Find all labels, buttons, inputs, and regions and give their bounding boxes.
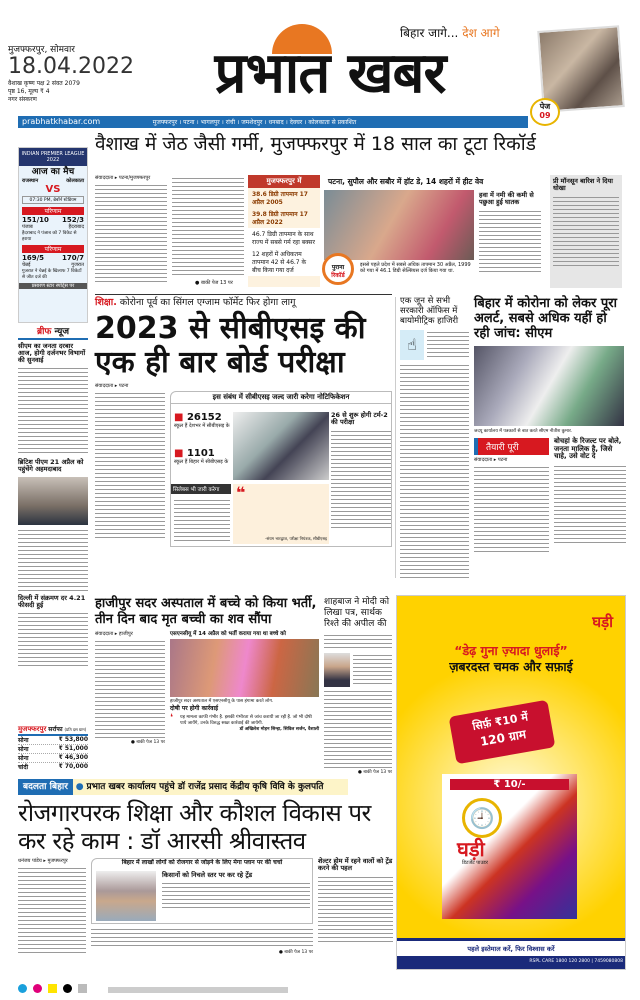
shelter-home-heading[interactable]: शेल्टर होम में रहने वालों को ट्रेंड करने की पहल (318, 857, 393, 873)
hajipur-headline[interactable]: हाजीपुर सदर अस्पताल में बच्चे को किया भर्ती, तीन दिन बाद मृत बच्ची का शव सौंपा (95, 596, 317, 627)
price: ₹ 53,800 (58, 735, 88, 743)
term2-body (331, 429, 391, 529)
badalta-body-2 (91, 927, 313, 949)
brief-item-body (18, 528, 88, 592)
side-heading: हवा में नमी की कमी से पछुआ हुई घातक (479, 191, 534, 207)
continued-link[interactable]: ● बाकी पेज 13 पर (357, 770, 392, 776)
price-tag (449, 700, 556, 765)
cbse-kicker (95, 294, 392, 308)
badalta-section (18, 800, 393, 955)
side-article (479, 192, 541, 273)
vc-box (91, 858, 313, 924)
website-link[interactable]: prabhatkhabar.com (22, 117, 101, 126)
team: हैदराबाद (68, 223, 84, 230)
vc-photo (96, 871, 156, 921)
vc-box-heading: बिहार में लाखों लोगों को रोजगार से जोड़ने के लिए मेगा प्लान पर की चर्चा (121, 859, 283, 867)
corona-section (474, 297, 626, 555)
cm-photo-caption: जदयू कार्यालय में पत्रकारों से बात करते सीएम नीतीश कुमार. (474, 428, 573, 434)
page-badge (530, 98, 560, 126)
pack-price: ₹ 10/- (450, 779, 569, 790)
team1: राजस्थान (22, 177, 39, 184)
metal: सोना (18, 754, 29, 762)
strap-text: प्रभात खबर कार्यालय पहुंचे डॉ राजेंद्र प्रसाद केंद्रीय कृषि विवि के कुलपति (86, 782, 324, 792)
biometric-headline[interactable]: एक जून से सभी सरकारी ऑफिस में बायोमीट्रिक हाजिरी (400, 296, 459, 326)
side-body (479, 209, 541, 273)
box-item: 38.6 डिग्री तापमान 17 अप्रैल 2005 (252, 191, 308, 206)
cbse-box (170, 391, 392, 547)
continued-link[interactable]: ● बाकी पेज 13 पर (278, 950, 313, 956)
kicker-text: कोरोना पूर्व का सिंगल एग्जाम फॉर्मेट फिर होगा लागू (119, 297, 296, 308)
vc-box-text (162, 872, 310, 911)
fact-number: 1101 (186, 447, 215, 459)
hajipur-section (95, 596, 319, 745)
ipl-title: आज का मैच (31, 167, 75, 177)
vc-box-subheading: किसानों को निचले स्तर पर कर रहे ट्रेंड (162, 871, 253, 880)
metal: चांदी (18, 763, 29, 771)
sarafa-row (18, 754, 88, 763)
bochaha-body (554, 464, 626, 544)
sarafa-unit: (प्रति दस ग्राम) (64, 727, 87, 732)
page-badge-number: 09 (539, 110, 551, 120)
heatwave-photo (324, 190, 474, 260)
prep-complete-tag: तैयारी पूरी (474, 438, 549, 455)
brief-item-heading[interactable]: ब्रिटिश पीएम 21 अप्रैल को पहुंचेंगे अहमदाबाद (18, 458, 84, 474)
brief-item-body (18, 366, 88, 456)
term2-heading: 26 से शुरू होगी टर्म-2 की परीक्षा (331, 410, 388, 426)
fact-number: 26152 (186, 411, 222, 423)
clock-icon: 🕘 (462, 798, 502, 838)
biometric-body (427, 330, 469, 360)
fact-text: स्कूल हैं बिहार में सीबीएसइ के (174, 458, 229, 465)
detergent-pack (442, 774, 577, 919)
ipl-panel (18, 147, 88, 323)
biometric-body (400, 363, 469, 578)
score: 169/5 (22, 253, 45, 262)
lead-body-col2 (172, 176, 244, 276)
print-registration-marks (18, 978, 288, 997)
ad-care-line: RSPL CARE 1800 120 2800 | 7459080808 (397, 956, 625, 969)
pack-sub: डिटर्जेंट पाउडर (462, 860, 488, 866)
score: 151/10 (22, 215, 49, 224)
box-item: 39.8 डिग्री तापमान 17 अप्रैल 2022 (252, 211, 308, 226)
samvat: वैशाख कृष्ण पक्ष 2 संवत 2079 (8, 80, 80, 88)
shelter-home-body (318, 875, 393, 945)
brief-title-a: ब्रीफ (36, 327, 52, 337)
badalta-bihar-strap: बदलता बिहार ● प्रभात खबर कार्यालय पहुंचे डॉ राजेंद्र प्रसाद केंद्रीय कृषि विवि के कुलपति (18, 779, 348, 795)
price: ₹ 46,300 (58, 753, 88, 761)
masthead-dateline (8, 42, 138, 103)
brief-title-b: न्यूज (54, 327, 70, 337)
hajipur-body (95, 639, 165, 739)
quote-box: ❝ -संयम भारद्वाज, परीक्षा नियंत्रक, सीबीएसइ (233, 484, 329, 544)
team2: कोलकाता (66, 177, 84, 184)
sarafa-table (18, 726, 88, 771)
fact-text: स्कूल हैं देशभर में सीबीएसइ के (174, 422, 230, 429)
photo-heading: पटना, सुपौल और सबौर में हॉट डे, 14 शहरों में हीट वेव (328, 177, 484, 186)
quote-text: यह मामला काफी गंभीर है. इसकी गंभीरता से जांच करायी जा रही है. जो भी दोषी पाये जायेंगे, उनके विरुद्ध सख्त कार्रवाई की जायेगी. (180, 714, 312, 726)
tagline-b: देश आगे (462, 26, 500, 40)
cbse-byline: संवाददाता ▸ पटना (95, 382, 129, 389)
shahbaz-photo (324, 653, 350, 687)
syllabus-body (174, 498, 230, 544)
corona-byline: संवाददाता ▸ पटना (474, 456, 508, 463)
shahbaz-article (324, 597, 392, 775)
shahbaz-body (324, 689, 392, 769)
fact-1: ■ 26152 स्कूल हैं देशभर में सीबीएसइ के (174, 411, 230, 429)
hospital-photo-caption: हाजीपुर सदर अस्पताल में एसएनसीयू के पास हंगामा करते लोग. (170, 699, 274, 705)
metal: सोना (18, 736, 29, 744)
box-heading: इस संबंध में सीबीएसइ जल्द जारी करेगा नोटिफिकेशन (171, 392, 391, 405)
hajipur-photo-heading: एसएनसीयू में 14 अप्रैल को भर्ती कराया गया था बच्चे को (170, 631, 286, 638)
cm-photo (474, 346, 624, 426)
result-label: परिणाम (22, 207, 84, 215)
city-day: मुजफ्फरपुर, सोमवार (8, 45, 75, 55)
page-badge-label: पेज (539, 102, 551, 111)
corona-headline[interactable]: बिहार में कोरोना को लेकर पूरा अलर्ट, सबसे अधिक यहीं हो रही जांच: सीएम (474, 296, 617, 341)
uk-pm-photo (18, 477, 88, 525)
action-subheading: दोषी पर होगी कार्रवाई (170, 705, 219, 713)
badalta-byline: धनंजय पांडेय ▸ मुजफ्फरपुर (18, 858, 68, 865)
lead-headline[interactable]: वैशाख में जेठ जैसी गर्मी, मुजफ्फरपुर में 18 साल का टूटा रिकॉर्ड (95, 133, 536, 155)
monsoon-heading: प्री मॉनसून बारिश ने दिया धोखा (553, 177, 613, 193)
team: पंजाब (22, 223, 33, 230)
ad-footer: पहले इस्तेमाल करें, फिर विश्वास करें (397, 938, 625, 956)
ipl-logo: INDIAN PREMIER LEAGUE 2022 (19, 148, 87, 166)
shahbaz-body (353, 653, 392, 687)
cbse-body (95, 391, 165, 541)
shahbaz-body (324, 633, 392, 651)
vs-icon: VS (45, 183, 61, 195)
sarafa-row (18, 745, 88, 754)
hajipur-quote: ❛ यह मामला काफी गंभीर है. इसकी गंभीरता से जांच करायी जा रही है. जो भी दोषी पाये जायेंगे, उनके विरुद्ध सख्त कार्रवाई की जायेगी. डॉ अखिलेश मोहन सिन्हा, सिविल सर्जन, वैशाली (170, 712, 319, 732)
cbse-headline[interactable]: 2023 से सीबीएसइ की एक ही बार बोर्ड परीक्षा (95, 311, 366, 381)
syllabus-tag: सिलेबस भी जारी करेगा (171, 484, 231, 494)
tagline (400, 24, 500, 41)
metal: सोना (18, 745, 29, 753)
result-note: गुजरात ने चेन्नई के खिलाफ 7 विकेटों से जीत दर्ज की (22, 268, 82, 280)
edition-cities: मुजफ्फरपुर । पटना । भागलपुर । रांची । जमशेदपुर । धनबाद । देवघर । कोलकाता से प्रकाशित (152, 119, 357, 126)
quote-by: डॉ अखिलेश मोहन सिन्हा, सिविल सर्जन, वैशाली (239, 726, 319, 732)
result-label: परिणाम (22, 245, 84, 253)
continued-link[interactable]: ● बाकी पेज 13 पर (195, 280, 233, 286)
price-tag-a: सिर्फ़ ₹10 में (471, 710, 529, 733)
nav-bar (18, 116, 528, 128)
quote-by: -संयम भारद्वाज, परीक्षा नियंत्रक, सीबीएसइ (265, 535, 327, 541)
issue-date: 18.04.2022 (8, 54, 134, 79)
brief-item-body (18, 611, 88, 667)
fingerprint-phone-icon: ☝ (400, 330, 424, 360)
price-tag-b: 120 ग्राम (479, 726, 528, 749)
hospital-photo (170, 639, 319, 697)
term2-article (331, 412, 391, 529)
box-title: मुजफ्फरपुर में (248, 175, 320, 188)
match-time: 07:30 PM, ब्रेबॉर्न स्टेडियम (22, 196, 84, 204)
hajipur-byline: संवाददाता ▸ हाजीपुर (95, 631, 133, 638)
score: 152/3 (61, 215, 84, 224)
old-record-badge (322, 253, 354, 285)
monsoon-box (550, 175, 622, 288)
badalta-body (18, 866, 86, 954)
badge-a: पुराना (331, 264, 345, 271)
team: गुजरात (71, 261, 84, 268)
photo-caption: इससे पहले प्रदेश में सबसे अधिक तापमान 30 अप्रैल, 1999 को गया में 46.1 डिग्री सेल्सियस दर्ज किया गया था. (360, 262, 471, 274)
team: चेन्नई (22, 261, 31, 268)
exam-hall-photo (233, 412, 329, 480)
lead-byline: संवाददाता ▸ पटना/मुजफ्फरपुर (95, 175, 151, 181)
continued-link[interactable]: ● बाकी पेज 13 पर (130, 740, 165, 746)
sarafa-title-a: मुजफ्फरपुर (18, 725, 47, 733)
sarafa-row (18, 736, 88, 745)
sarafa-title-b: सर्राफा (48, 726, 63, 733)
corona-body (474, 465, 549, 555)
badge-b: रिकॉर्ड (331, 272, 345, 279)
newspaper-logo: प्रभात खबर (214, 41, 446, 106)
kicker-label: शिक्षा. (95, 297, 117, 308)
ipl-footer: प्रसारण स्टार स्पोर्ट्स पर (19, 283, 87, 289)
brief-item-heading[interactable]: सीएम का जनता दरबार आज, होगी दर्जनभर विभागों की सुनवाई (18, 341, 86, 365)
badalta-headline[interactable]: रोजगारपरक शिक्षा और कौशल विकास पर कर रहे काम : डॉ आरसी श्रीवास्तव (18, 799, 371, 855)
pack-brand: घड़ी (457, 837, 485, 861)
result-note: हैदराबाद ने पंजाब को 7 विकेट से हराया (22, 230, 77, 242)
pages-price: पृष्ठ 16, मूल्य ₹ 4 (8, 88, 50, 96)
box-bullet: 12 शहरों में अधिकतम तापमान 42 से 46.7 के बीच किया गया दर्ज (248, 248, 320, 276)
shahbaz-headline[interactable]: शाहबाज ने मोदी को लिखा पत्र, सार्थक रिश्ते की अपील की (324, 597, 390, 629)
fact-2: ■ 1101 स्कूल हैं बिहार में सीबीएसइ के (174, 447, 229, 465)
price: ₹ 51,000 (58, 744, 88, 752)
edition: नगर संस्करण (8, 96, 37, 104)
vc-box-body (162, 881, 310, 911)
bochaha-heading[interactable]: बोचहां के रिजल्ट पर बोले, जनता मालिक है, जिसे चाहे, उसे वोट दे (554, 436, 622, 461)
brief-news (18, 328, 88, 667)
lead-body-col1 (95, 183, 167, 283)
monsoon-body (553, 195, 619, 269)
score: 170/7 (61, 253, 84, 262)
ad-tagline: ज़बरदस्त चमक और सफ़ाई (449, 658, 573, 674)
tagline-a: बिहार जागे... (400, 26, 459, 40)
section-tag: बदलता बिहार (18, 779, 73, 795)
price: ₹ 70,000 (58, 762, 88, 770)
sarafa-row (18, 763, 88, 771)
muzaffarpur-box (248, 175, 320, 287)
cbse-section (95, 294, 392, 547)
biometric-article (395, 297, 469, 578)
box-bullet: 46.7 डिग्री तापमान के साथ राज्य में सबसे गर्म रहा बक्सर (248, 228, 320, 248)
ghadi-advertisement[interactable] (396, 595, 626, 970)
brief-item-heading[interactable]: दिल्ली में संक्रमण दर 4.21 फीसदी हुई (18, 593, 86, 609)
ghadi-logo: घड़ी (592, 613, 613, 631)
ad-quote: “डेढ़ गुना ज़्यादा धुलाई” (454, 643, 568, 658)
